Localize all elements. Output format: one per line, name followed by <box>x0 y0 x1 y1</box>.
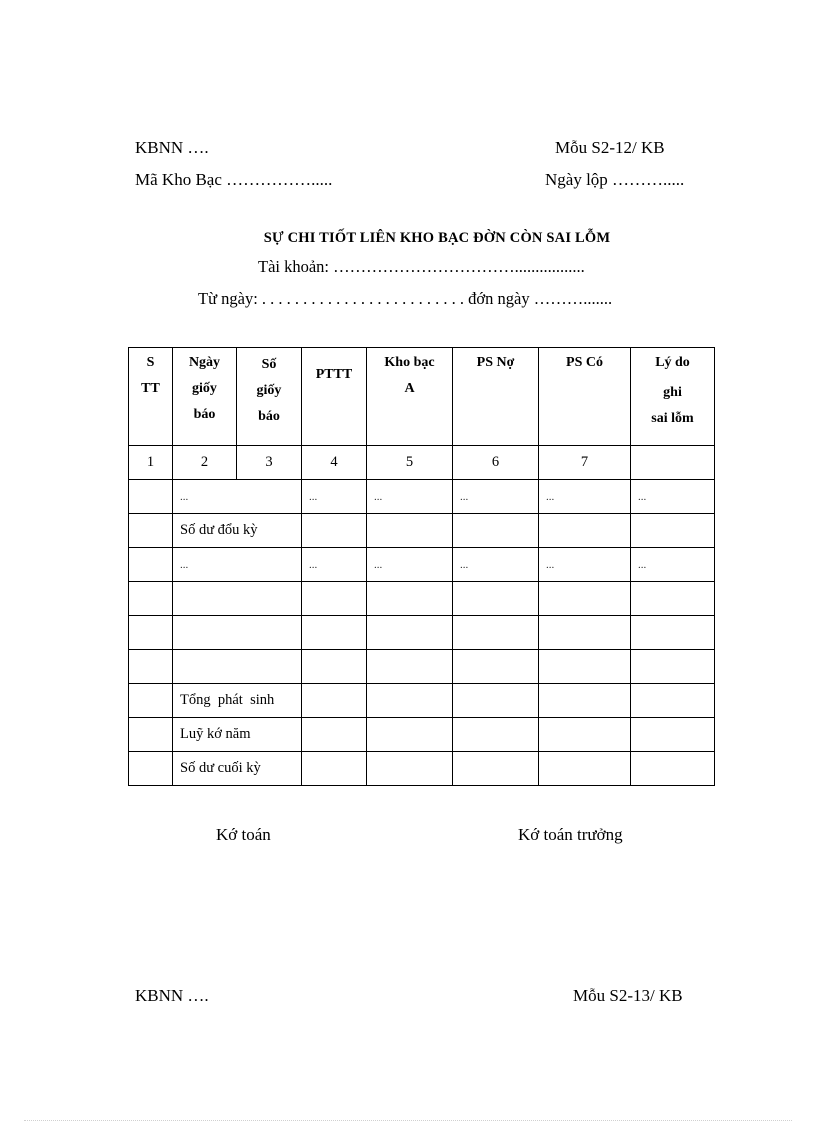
kbnn-label: KBNN …. <box>135 138 209 157</box>
header-text: báo <box>258 409 280 424</box>
column-number: 6 <box>453 446 539 480</box>
table-cell <box>539 684 631 718</box>
table-cell <box>631 752 715 786</box>
row-label <box>173 650 302 684</box>
table-row <box>129 650 715 684</box>
form-code: Mỗu S2-12/ KB <box>555 138 665 157</box>
created-date: Ngày lộp ………..... <box>545 170 685 189</box>
accountant-signature-label: Kớ toán <box>216 825 271 844</box>
table-cell <box>367 514 453 548</box>
header-text: Kho bạc <box>384 355 435 370</box>
header-text: Số <box>261 357 277 372</box>
table-cell: ... <box>453 548 539 582</box>
table-cell <box>539 650 631 684</box>
table-cell: ... <box>631 548 715 582</box>
table-cell <box>302 752 367 786</box>
table-cell <box>367 718 453 752</box>
table-cell <box>367 650 453 684</box>
table-row <box>129 616 715 650</box>
row-label: ... <box>173 548 302 582</box>
column-number: 5 <box>367 446 453 480</box>
table-cell <box>453 650 539 684</box>
column-number: 4 <box>302 446 367 480</box>
table-cell <box>367 582 453 616</box>
table-cell: ... <box>631 480 715 514</box>
column-number: 7 <box>539 446 631 480</box>
table-cell <box>453 514 539 548</box>
col-header-debit <box>453 348 539 446</box>
table-row <box>129 548 715 582</box>
treasury-code: Mã Kho Bạc ……………..... <box>135 170 333 189</box>
table-cell <box>129 684 173 718</box>
table-cell <box>631 684 715 718</box>
table-cell <box>302 582 367 616</box>
table-cell <box>302 684 367 718</box>
table-row <box>129 582 715 616</box>
header-text: PTTT <box>315 367 353 382</box>
next-kbnn-label: KBNN …. <box>135 986 209 1005</box>
table-cell <box>129 616 173 650</box>
table-cell <box>129 752 173 786</box>
page-title: SỰ CHI TIỐT LIÊN KHO BẠC ĐỜN CÒN SAI LỖM <box>263 230 611 246</box>
header-text: S <box>146 355 155 370</box>
column-number-row <box>129 446 715 480</box>
column-number: 1 <box>129 446 173 480</box>
col-header-stt <box>129 348 173 446</box>
table-cell <box>129 548 173 582</box>
table-cell <box>302 718 367 752</box>
row-label: ... <box>173 480 302 514</box>
header-text: giốy <box>256 383 282 398</box>
account-line: Tài khoản: ……………………………................. <box>258 257 585 276</box>
table-cell <box>631 514 715 548</box>
table-cell: ... <box>367 480 453 514</box>
ledger-table <box>128 347 715 786</box>
table-cell: ... <box>302 548 367 582</box>
table-cell <box>302 650 367 684</box>
table-cell: ... <box>539 548 631 582</box>
col-header-number <box>237 348 302 446</box>
table-cell <box>539 752 631 786</box>
table-cell <box>539 718 631 752</box>
col-header-date <box>173 348 237 446</box>
table-row <box>129 514 715 548</box>
next-form-code: Mỗu S2-13/ KB <box>573 986 683 1005</box>
table-cell <box>129 514 173 548</box>
row-label: Tổng phát sinh <box>173 684 302 718</box>
table-cell <box>453 582 539 616</box>
table-cell <box>453 752 539 786</box>
column-number <box>631 446 715 480</box>
page-divider <box>24 1120 792 1121</box>
table-row <box>129 718 715 752</box>
table-cell <box>302 616 367 650</box>
period-line: Từ ngày: . . . . . . . . . . . . . . . . . . . . . . . . . đớn ngày ………....... <box>198 289 613 308</box>
header-text: PS Nợ <box>476 355 515 370</box>
table-cell <box>367 752 453 786</box>
row-label <box>173 582 302 616</box>
col-header-treasury-a <box>367 348 453 446</box>
header-text: Lý do <box>655 355 690 370</box>
table-cell <box>631 650 715 684</box>
table-cell <box>129 718 173 752</box>
header-text: ghi <box>663 385 682 400</box>
column-number: 3 <box>237 446 302 480</box>
header-text: giốy <box>192 381 217 396</box>
table-cell <box>302 514 367 548</box>
table-cell <box>453 684 539 718</box>
table-cell <box>539 616 631 650</box>
table-cell <box>129 650 173 684</box>
table-cell <box>453 616 539 650</box>
table-cell <box>631 718 715 752</box>
header-text: sai lỗm <box>651 411 694 426</box>
row-label <box>173 616 302 650</box>
col-header-reason <box>631 348 715 446</box>
table-cell: ... <box>453 480 539 514</box>
table-row <box>129 684 715 718</box>
header-text: TT <box>141 381 160 396</box>
table-cell <box>129 480 173 514</box>
table-cell <box>631 582 715 616</box>
table-cell <box>453 718 539 752</box>
col-header-pttt <box>302 348 367 446</box>
chief-accountant-signature-label: Kớ toán trưởng <box>518 825 623 844</box>
table-cell <box>367 684 453 718</box>
table-cell <box>129 582 173 616</box>
col-header-credit <box>539 348 631 446</box>
table-row <box>129 752 715 786</box>
table-cell: ... <box>539 480 631 514</box>
table-cell <box>367 616 453 650</box>
table-row <box>129 480 715 514</box>
header-text: Ngày <box>188 355 221 370</box>
table-cell: ... <box>302 480 367 514</box>
header-text: báo <box>193 407 216 422</box>
table-cell <box>631 616 715 650</box>
row-label: Luỹ kớ năm <box>173 718 302 752</box>
table-cell <box>539 582 631 616</box>
row-label: Số dư đổu kỳ <box>173 514 302 548</box>
table-cell: ... <box>367 548 453 582</box>
header-text: PS Có <box>566 355 603 370</box>
row-label: Số dư cuối kỳ <box>173 752 302 786</box>
header-text: A <box>404 381 415 396</box>
header-row <box>129 348 715 446</box>
column-number: 2 <box>173 446 237 480</box>
table-cell <box>539 514 631 548</box>
